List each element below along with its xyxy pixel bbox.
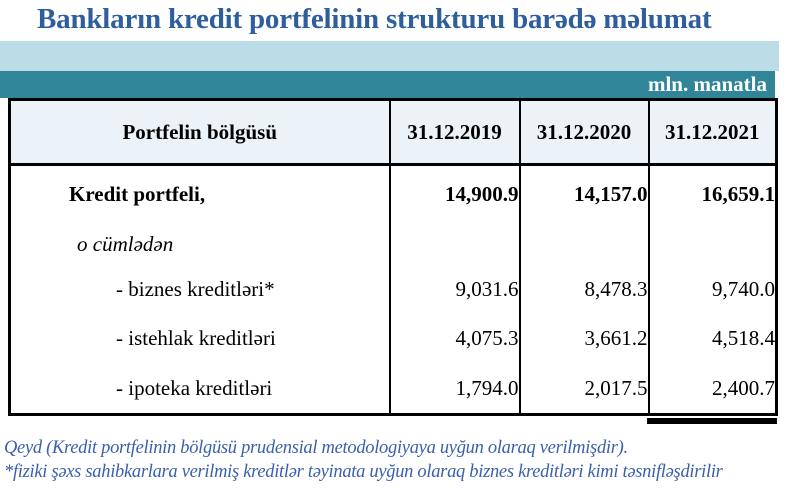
header-date-2020: 31.12.2020 — [520, 100, 649, 165]
row-value: 8,478.3 — [520, 267, 649, 313]
footnote-classification: *fiziki şəxs sahibkarlara verilmiş kreditlər təyinata uyğun olaraq biznes kreditləri kimi təsnifləşdirilir — [4, 462, 723, 482]
row-value-empty — [649, 223, 777, 267]
last-column-border-artifact — [647, 418, 777, 424]
row-value: 1,794.0 — [390, 365, 520, 415]
portfolio-table — [8, 98, 778, 416]
header-portfolio: Portfelin bölgüsü — [10, 100, 390, 165]
row-value: 14,157.0 — [520, 165, 649, 223]
row-value: 14,900.9 — [390, 165, 520, 223]
row-value: 4,075.3 — [390, 313, 520, 365]
table-row-business — [10, 267, 777, 313]
header-date-2019: 31.12.2019 — [390, 100, 520, 165]
table-row-including — [10, 223, 777, 267]
row-value: 4,518.4 — [649, 313, 777, 365]
row-value: 2,017.5 — [520, 365, 649, 415]
row-label: Kredit portfeli, — [69, 181, 206, 206]
row-value: 2,400.7 — [649, 365, 777, 415]
table-row-mortgage — [10, 365, 777, 415]
table-header-row — [10, 100, 777, 165]
footnotes — [4, 436, 723, 484]
row-label: - istehlak kreditləri — [116, 326, 276, 350]
table-row-consumer — [10, 313, 777, 365]
row-value-empty — [390, 223, 520, 267]
unit-label-bar — [0, 71, 775, 98]
table-row-total — [10, 165, 777, 223]
decorative-light-bar — [0, 41, 779, 71]
row-value: 9,740.0 — [649, 267, 777, 313]
portfolio-table-wrap — [8, 98, 778, 416]
row-value: 16,659.1 — [649, 165, 777, 223]
row-label: - biznes kreditləri* — [116, 277, 275, 301]
row-label: - ipoteka kreditləri — [116, 376, 273, 401]
header-date-2021: 31.12.2021 — [649, 100, 777, 165]
row-value: 3,661.2 — [520, 313, 649, 365]
footnote-methodology: Qeyd (Kredit portfelinin bölgüsü prudensial metodologiyaya uyğun olaraq verilmişdir). — [4, 438, 628, 458]
row-value-empty — [520, 223, 649, 267]
row-label: o cümlədən — [77, 232, 174, 256]
unit-label: mln. manatla — [647, 72, 767, 96]
page-title: Bankların kredit portfelinin strukturu barədə məlumat — [37, 3, 712, 35]
row-value: 9,031.6 — [390, 267, 520, 313]
